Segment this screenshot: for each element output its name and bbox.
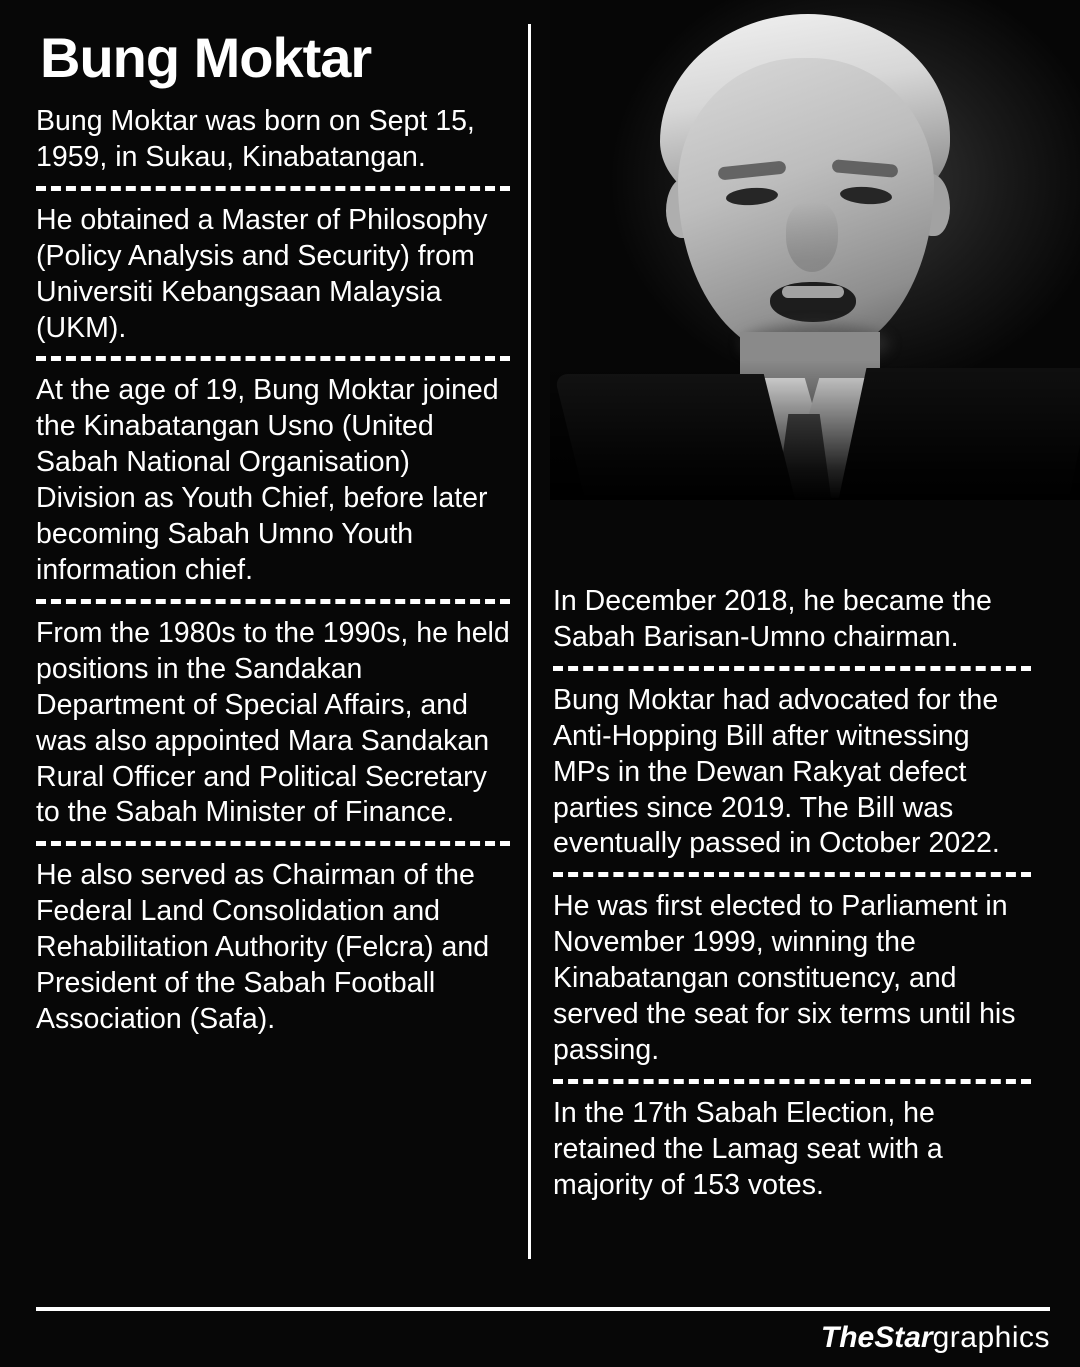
dashed-divider xyxy=(36,356,510,361)
footer xyxy=(36,1307,1050,1353)
facts-column-left xyxy=(36,104,528,1319)
logo-the: The xyxy=(820,1321,875,1354)
dashed-divider xyxy=(36,841,510,846)
fact-item: At the age of 19, Bung Moktar joined the Kinabatangan Usno (United Sabah National Organisation) Division as Youth Chief, before later becoming Sabah Umno Youth information chief. xyxy=(36,374,499,586)
fact-item: In December 2018, he became the Sabah Barisan-Umno chairman. xyxy=(553,585,992,653)
logo-graphics: graphics xyxy=(932,1321,1050,1354)
dashed-divider xyxy=(36,599,510,604)
publisher-logo xyxy=(36,1323,1050,1353)
fact-item: He was first elected to Parliament in November 1999, winning the Kinabatangan constituency, and served the seat for six terms until his passing. xyxy=(553,890,1016,1066)
dashed-divider xyxy=(553,1079,1031,1084)
facts-columns xyxy=(36,104,1050,1319)
fact-item: In the 17th Sabah Election, he retained the Lamag seat with a majority of 153 votes. xyxy=(553,1096,943,1201)
page-title: Bung Moktar xyxy=(40,26,372,89)
dashed-divider xyxy=(553,872,1031,877)
dashed-divider xyxy=(36,186,510,191)
fact-item: Bung Moktar was born on Sept 15, 1959, in Sukau, Kinabatangan. xyxy=(36,105,475,173)
facts-column-right xyxy=(531,104,1031,1319)
logo-star: Star xyxy=(874,1321,933,1354)
fact-item: Bung Moktar had advocated for the Anti-Hopping Bill after witnessing MPs in the Dewan Rakyat defect parties since 2019. The Bill was eventually passed in October 2022. xyxy=(553,683,1000,860)
fact-item: From the 1980s to the 1990s, he held positions in the Sandakan Department of Special Affairs, and was also appointed Mara Sandakan Rural Officer and Political Secretary to the Sabah Minister of Finance. xyxy=(36,616,510,829)
fact-item: He obtained a Master of Philosophy (Policy Analysis and Security) from Universiti Kebangsaan Malaysia (UKM). xyxy=(36,203,488,344)
fact-item: He also served as Chairman of the Federal Land Consolidation and Rehabilitation Authority (Felcra) and President of the Sabah Football Association (Safa). xyxy=(36,859,490,1035)
footer-divider xyxy=(36,1307,1050,1311)
dashed-divider xyxy=(553,666,1031,671)
